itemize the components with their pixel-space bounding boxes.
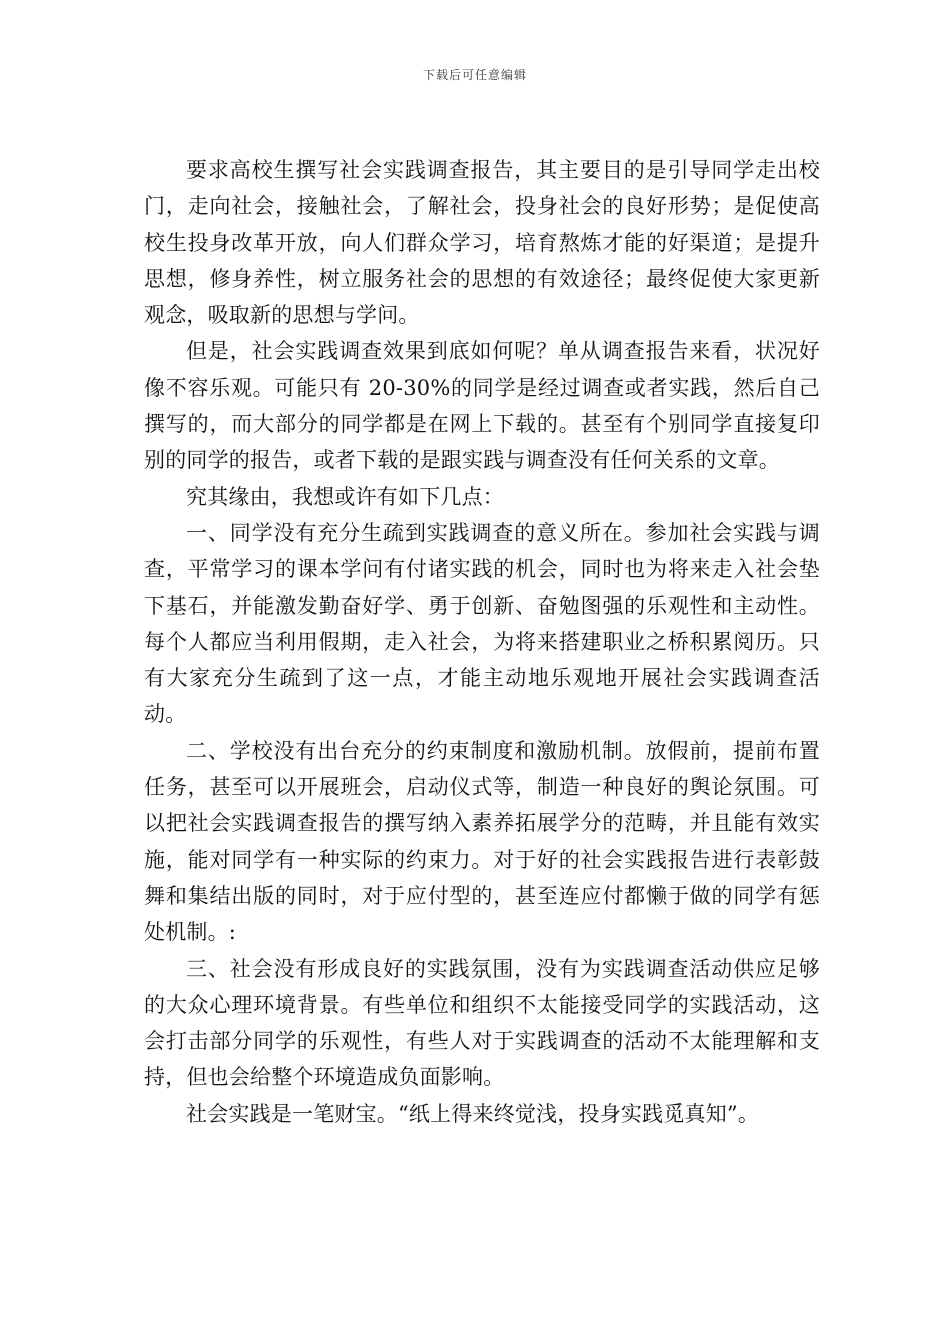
paragraph-5: 二、学校没有出台充分的约束制度和激励机制。放假前，提前布置任务，甚至可以开展班会，启动仪式等，制造一种良好的舆论氛围。可以把社会实践调查报告的撰写纳入素养拓展学分的范畴，并且能有效实施，能对同学有一种实际的约束力。对于好的社会实践报告进行表彰鼓舞和集结出版的同时，对于应付型的，甚至连应付都懒于做的同学有惩处机制。:: [144, 738, 820, 945]
paragraph-3: 究其缘由，我想或许有如下几点：: [186, 484, 504, 509]
document-body: [144, 152, 820, 1132]
paragraph-1: 要求高校生撰写社会实践调查报告，其主要目的是引导同学走出校门，走向社会，接触社会，了解社会，投身社会的良好形势；是促使高校生投身改革开放，向人们群众学习，培育熬炼才能的好渠道；是提升思想，修身养性，树立服务社会的思想的有效途径；最终促使大家更新观念，吸取新的思想与学问。: [144, 158, 820, 328]
paragraph-7: 社会实践是一笔财宝。“纸上得来终觉浅，投身实践觅真知”。: [186, 1101, 760, 1126]
paragraph-4: 一、同学没有充分生疏到实践调查的意义所在。参加社会实践与调查，平常学习的课本学问有付诸实践的机会，同时也为将来走入社会垫下基石，并能激发勤奋好学、勇于创新、奋勉图强的乐观性和主动性。每个人都应当利用假期，走入社会，为将来搭建职业之桥积累阅历。只有大家充分生疏到了这一点，才能主动地乐观地开展社会实践调查活动。: [144, 520, 820, 727]
paragraph-2: 但是，社会实践调查效果到底如何呢？单从调查报告来看，状况好像不容乐观。可能只有 20-30%的同学是经过调查或者实践，然后自己撰写的，而大部分的同学都是在网上下载的。甚至有个别同学直接复印别的同学的报告，或者下载的是跟实践与调查没有任何关系的文章。: [144, 339, 820, 473]
page-header: 下载后可任意编辑: [422, 68, 527, 82]
paragraph-6: 三、社会没有形成良好的实践氛围，没有为实践调查活动供应足够的大众心理环境背景。有些单位和组织不太能接受同学的实践活动，这会打击部分同学的乐观性，有些人对于实践调查的活动不太能理解和支持，但也会给整个环境造成负面影响。: [144, 956, 820, 1090]
